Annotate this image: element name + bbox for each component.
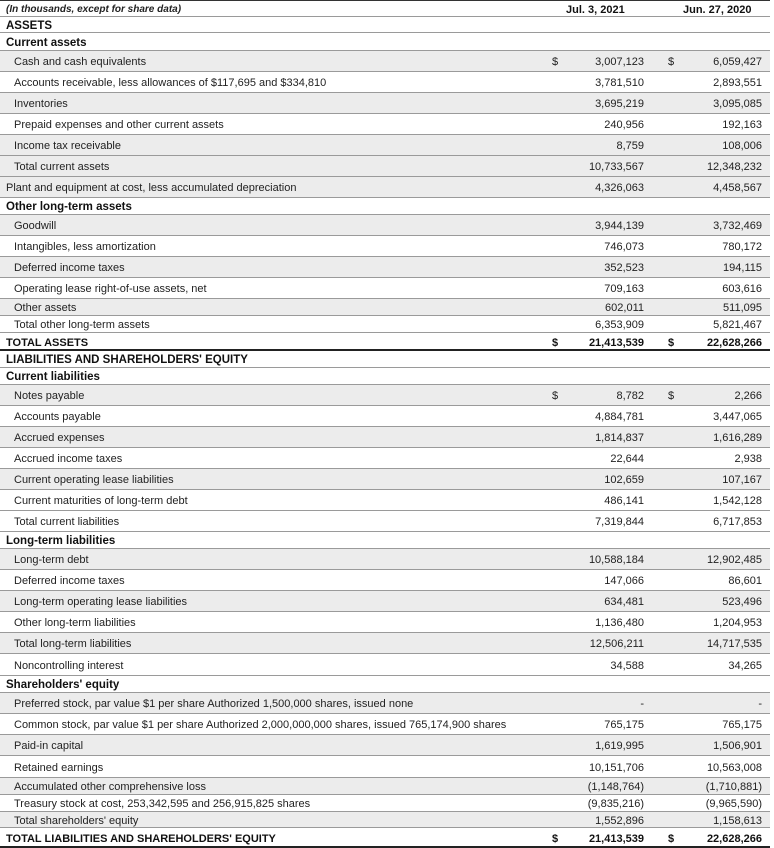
table-row-current-liabilities xyxy=(0,368,770,385)
table-row-total-current-liabilities xyxy=(0,511,770,532)
row-label: Other long-term liabilities xyxy=(14,617,136,629)
table-row-accrued-income-taxes xyxy=(0,448,770,469)
table-row-retained-earnings xyxy=(0,756,770,778)
table-row-preferred-stock-par-value-1-per-share-au xyxy=(0,693,770,714)
row-label: Other assets xyxy=(14,302,77,314)
value-2021: 352,523 xyxy=(604,262,644,274)
table-row-deferred-income-taxes xyxy=(0,570,770,591)
row-label: Total current liabilities xyxy=(14,516,120,528)
value-2021: 4,884,781 xyxy=(595,411,644,423)
row-label: Cash and cash equivalents xyxy=(14,56,147,68)
value-2020: 12,902,485 xyxy=(706,554,762,566)
row-label: Notes payable xyxy=(14,390,85,402)
row-label: Operating lease right-of-use assets, net xyxy=(14,283,207,295)
value-2020: - xyxy=(758,698,762,710)
value-2020: 14,717,535 xyxy=(706,638,762,650)
value-2021: 34,588 xyxy=(610,660,644,672)
table-row-shareholders-equity xyxy=(0,676,770,693)
row-label: Paid-in capital xyxy=(14,740,84,752)
value-2021: 6,353,909 xyxy=(595,319,644,331)
table-row-common-stock-par-value-1-per-share-autho xyxy=(0,714,770,735)
value-2021: 147,066 xyxy=(604,575,644,587)
currency-symbol: $ xyxy=(668,337,675,349)
table-row-liabilities-and-shareholders-equity xyxy=(0,351,770,368)
value-2021: 3,944,139 xyxy=(595,220,644,232)
value-2021: 1,619,995 xyxy=(595,740,644,752)
row-label: Deferred income taxes xyxy=(14,262,125,274)
row-label: Shareholders' equity xyxy=(6,679,120,691)
value-2021: 3,781,510 xyxy=(595,77,644,89)
row-label: Deferred income taxes xyxy=(14,575,125,587)
value-2020: 1,158,613 xyxy=(713,815,762,827)
row-label: Intangibles, less amortization xyxy=(14,241,156,253)
row-label: Long-term liabilities xyxy=(6,535,116,547)
value-2020: 34,265 xyxy=(728,660,762,672)
value-2021: 1,136,480 xyxy=(595,617,644,629)
table-header xyxy=(0,0,770,17)
currency-symbol: $ xyxy=(552,337,559,349)
row-label: Total current assets xyxy=(14,161,110,173)
value-2021: 709,163 xyxy=(604,283,644,295)
value-2021: 10,588,184 xyxy=(588,554,644,566)
row-label: Plant and equipment at cost, less accumulated depreciation xyxy=(6,182,297,194)
value-2021: (1,148,764) xyxy=(587,781,644,793)
value-2021: - xyxy=(640,698,644,710)
value-2021: 3,695,219 xyxy=(595,98,644,110)
table-row-noncontrolling-interest xyxy=(0,654,770,676)
value-2020: 765,175 xyxy=(722,719,762,731)
row-label: Current maturities of long-term debt xyxy=(14,495,188,507)
value-2020: (9,965,590) xyxy=(705,798,762,810)
table-row-income-tax-receivable xyxy=(0,135,770,156)
table-row-accrued-expenses xyxy=(0,427,770,448)
value-2021: 12,506,211 xyxy=(589,638,644,650)
value-2021: 21,413,539 xyxy=(588,337,644,349)
value-2020: 194,115 xyxy=(723,262,762,274)
row-label: Long-term operating lease liabilities xyxy=(14,596,188,608)
row-label: TOTAL ASSETS xyxy=(6,337,89,349)
value-2021: 10,733,567 xyxy=(588,161,644,173)
table-row-total-liabilities-and-shareholders-equit xyxy=(0,828,770,848)
value-2021: 7,319,844 xyxy=(595,516,644,528)
row-label: Common stock, par value $1 per share Authorized 2,000,000,000 shares, issued 765,174,900 shares xyxy=(14,719,507,731)
value-2020: 511,095 xyxy=(723,302,762,314)
value-2021: 765,175 xyxy=(604,719,644,731)
column-header-2021: Jul. 3, 2021 xyxy=(566,4,625,16)
value-2020: 10,563,008 xyxy=(706,762,762,774)
currency-symbol: $ xyxy=(552,56,559,68)
table-row-plant-and-equipment-at-cost-less-accumul xyxy=(0,177,770,198)
currency-symbol: $ xyxy=(668,56,675,68)
value-2021: 10,151,706 xyxy=(588,762,644,774)
value-2020: 22,628,266 xyxy=(706,833,762,845)
row-label: Accrued expenses xyxy=(14,432,105,444)
row-label: Total long-term liabilities xyxy=(14,638,132,650)
table-row-other-assets xyxy=(0,299,770,316)
value-2021: 8,759 xyxy=(616,140,644,152)
row-label: TOTAL LIABILITIES AND SHAREHOLDERS' EQUITY xyxy=(6,833,276,845)
value-2020: 3,447,065 xyxy=(713,411,762,423)
value-2020: 523,496 xyxy=(722,596,762,608)
value-2020: 780,172 xyxy=(722,241,762,253)
table-row-intangibles-less-amortization xyxy=(0,236,770,257)
row-label: Total shareholders' equity xyxy=(14,815,139,827)
value-2020: 1,616,289 xyxy=(713,432,762,444)
table-row-total-assets xyxy=(0,333,770,351)
value-2021: 746,073 xyxy=(604,241,644,253)
value-2021: 21,413,539 xyxy=(588,833,644,845)
value-2021: 486,141 xyxy=(604,495,644,507)
table-row-long-term-debt xyxy=(0,549,770,570)
table-row-cash-and-cash-equivalents xyxy=(0,51,770,72)
value-2020: 2,266 xyxy=(734,390,762,402)
table-row-accounts-receivable-less-allowances-of-1 xyxy=(0,72,770,93)
table-row-inventories xyxy=(0,93,770,114)
value-2021: (9,835,216) xyxy=(587,798,644,810)
value-2020: 86,601 xyxy=(728,575,762,587)
table-row-prepaid-expenses-and-other-current-asset xyxy=(0,114,770,135)
row-label: Other long-term assets xyxy=(6,201,132,213)
value-2021: 1,814,837 xyxy=(595,432,644,444)
row-label: Accounts payable xyxy=(14,411,101,423)
row-label: LIABILITIES AND SHAREHOLDERS' EQUITY xyxy=(6,354,248,366)
row-label: ASSETS xyxy=(6,20,53,32)
table-row-other-long-term-liabilities xyxy=(0,612,770,633)
table-row-total-current-assets xyxy=(0,156,770,177)
table-row-notes-payable xyxy=(0,385,770,406)
table-row-other-long-term-assets xyxy=(0,198,770,215)
value-2021: 8,782 xyxy=(616,390,644,402)
table-row-goodwill xyxy=(0,215,770,236)
value-2020: 1,204,953 xyxy=(713,617,762,629)
value-2020: 192,163 xyxy=(722,119,762,131)
table-row-total-other-long-term-assets xyxy=(0,316,770,333)
value-2020: 3,732,469 xyxy=(713,220,762,232)
table-row-current-assets xyxy=(0,34,770,51)
row-label: Accounts receivable, less allowances of $117,695 and $334,810 xyxy=(14,77,327,89)
row-label: Accrued income taxes xyxy=(14,453,123,465)
value-2020: 5,821,467 xyxy=(713,319,762,331)
row-label: Noncontrolling interest xyxy=(14,660,124,672)
row-label: Current liabilities xyxy=(6,371,100,383)
table-row-total-shareholders-equity xyxy=(0,812,770,828)
row-label: Treasury stock at cost, 253,342,595 and 256,915,825 shares xyxy=(14,798,311,810)
value-2020: 3,095,085 xyxy=(713,98,762,110)
value-2020: 2,893,551 xyxy=(713,77,762,89)
value-2021: 240,956 xyxy=(604,119,644,131)
currency-symbol: $ xyxy=(552,390,559,402)
table-row-paid-in-capital xyxy=(0,735,770,756)
table-row-current-operating-lease-liabilities xyxy=(0,469,770,490)
value-2021: 634,481 xyxy=(604,596,644,608)
value-2020: 108,006 xyxy=(722,140,762,152)
row-label: Income tax receivable xyxy=(14,140,121,152)
row-label: Total other long-term assets xyxy=(14,319,150,331)
table-row-assets xyxy=(0,17,770,33)
table-row-accumulated-other-comprehensive-loss xyxy=(0,778,770,795)
column-header-2020: Jun. 27, 2020 xyxy=(683,4,752,16)
table-row-accounts-payable xyxy=(0,406,770,427)
row-label: Accumulated other comprehensive loss xyxy=(14,781,206,793)
row-label: Current operating lease liabilities xyxy=(14,474,174,486)
table-row-current-maturities-of-long-term-debt xyxy=(0,490,770,511)
value-2020: (1,710,881) xyxy=(705,781,762,793)
table-row-treasury-stock-at-cost-253-342-595-and-2 xyxy=(0,795,770,812)
value-2021: 3,007,123 xyxy=(595,56,644,68)
value-2020: 1,542,128 xyxy=(713,495,762,507)
row-label: Retained earnings xyxy=(14,762,104,774)
value-2020: 4,458,567 xyxy=(713,182,762,194)
table-row-long-term-operating-lease-liabilities xyxy=(0,591,770,612)
units-note: (In thousands, except for share data) xyxy=(6,4,182,15)
value-2020: 6,059,427 xyxy=(713,56,762,68)
row-label: Goodwill xyxy=(14,220,57,232)
row-label: Inventories xyxy=(14,98,68,110)
value-2020: 2,938 xyxy=(734,453,762,465)
row-label: Long-term debt xyxy=(14,554,89,566)
value-2020: 603,616 xyxy=(722,283,762,295)
value-2020: 107,167 xyxy=(722,474,762,486)
value-2021: 4,326,063 xyxy=(595,182,644,194)
value-2021: 22,644 xyxy=(610,453,644,465)
value-2020: 12,348,232 xyxy=(706,161,762,173)
row-label: Preferred stock, par value $1 per share Authorized 1,500,000 shares, issued none xyxy=(14,698,414,710)
value-2020: 6,717,853 xyxy=(713,516,762,528)
value-2021: 1,552,896 xyxy=(595,815,644,827)
row-label: Current assets xyxy=(6,37,87,49)
currency-symbol: $ xyxy=(552,833,559,845)
row-label: Prepaid expenses and other current assets xyxy=(14,119,224,131)
value-2021: 102,659 xyxy=(604,474,644,486)
table-row-total-long-term-liabilities xyxy=(0,633,770,654)
currency-symbol: $ xyxy=(668,390,675,402)
table-row-long-term-liabilities xyxy=(0,532,770,549)
table-row-operating-lease-right-of-use-assets-net xyxy=(0,278,770,299)
value-2020: 22,628,266 xyxy=(706,337,762,349)
currency-symbol: $ xyxy=(668,833,675,845)
value-2021: 602,011 xyxy=(605,302,644,314)
value-2020: 1,506,901 xyxy=(713,740,762,752)
table-row-deferred-income-taxes xyxy=(0,257,770,278)
